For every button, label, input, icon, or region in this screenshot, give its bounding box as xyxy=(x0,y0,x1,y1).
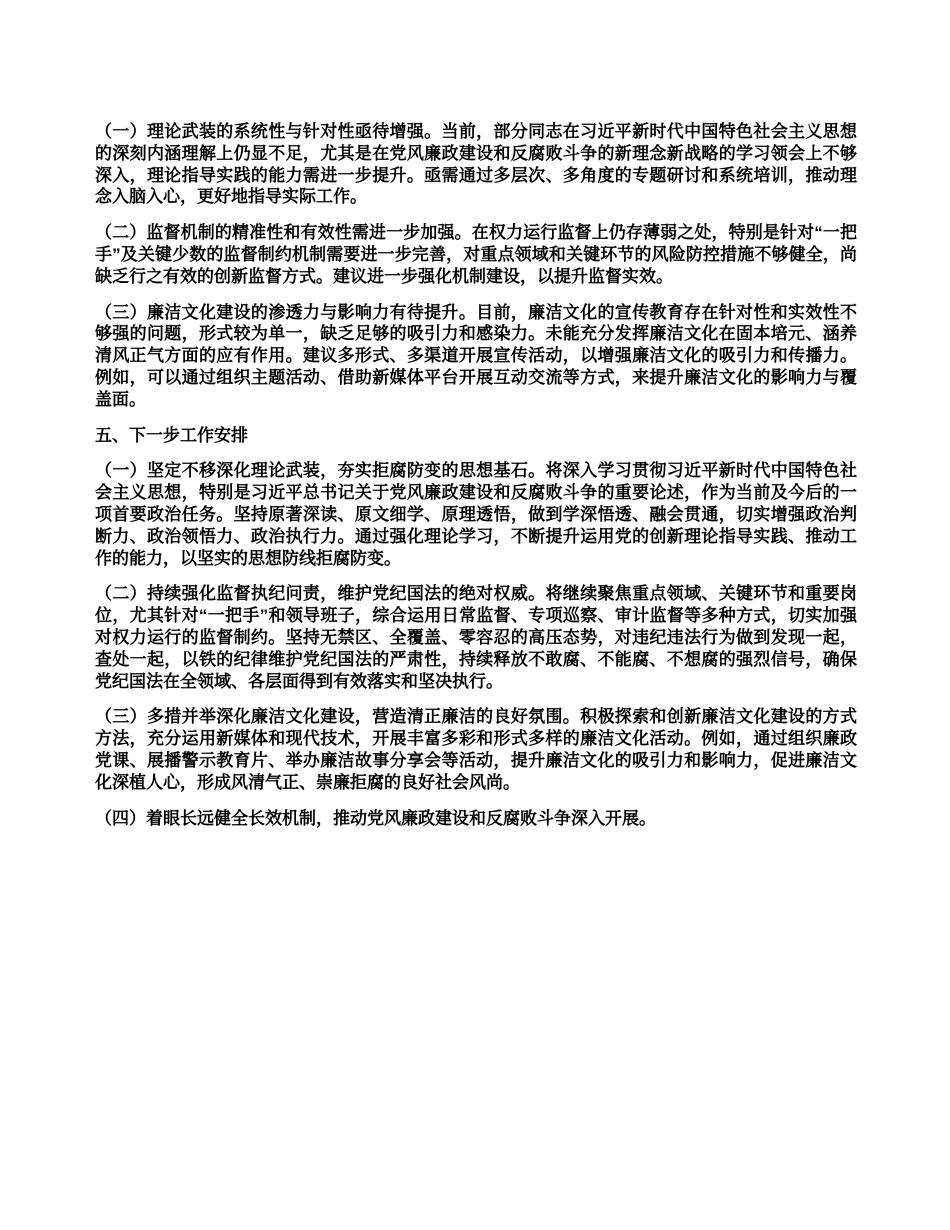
document-body xyxy=(95,121,857,843)
paragraph-plan-4: （四）着眼长远健全长效机制，推动党风廉政建设和反腐败斗争深入开展。 xyxy=(95,808,656,828)
paragraph-problem-1: （一）理论武装的系统性与针对性亟待增强。当前，部分同志在习近平新时代中国特色社会主义思想的深刻内涵理解上仍显不足，尤其是在党风廉政建设和反腐败斗争的新理念新战略的学习领会上不够深入，理论指导实践的能力需进一步提升。亟需通过多层次、多角度的专题研讨和系统培训，推动理念入脑入心，更好地指导实际工作。 xyxy=(95,122,857,207)
paragraph-problem-2: （二）监督机制的精准性和有效性需进一步加强。在权力运行监督上仍存薄弱之处，特别是针对“一把手”及关键少数的监督制约机制需要进一步完善，对重点领域和关键环节的风险防控措施不够健全，尚缺乏行之有效的创新监督方式。建议进一步强化机制建设，以提升监督实效。 xyxy=(95,223,857,286)
section-heading-next-steps: 五、下一步工作安排 xyxy=(95,425,248,445)
paragraph-plan-2: （二）持续强化监督执纪问责，维护党纪国法的绝对权威。将继续聚焦重点领域、关键环节和重要岗位，尤其针对“一把手”和领导班子，综合运用日常监督、专项巡察、审计监督等多种方式，切实加强对权力运行的监督制约。坚持无禁区、全覆盖、零容忍的高压态势，对违纪违法行为做到发现一起，查处一起，以铁的纪律维护党纪国法的严肃性，持续释放不敢腐、不能腐、不想腐的强烈信号，确保党纪国法在全领域、各层面得到有效落实和坚决执行。 xyxy=(95,584,857,691)
paragraph-problem-3: （三）廉洁文化建设的渗透力与影响力有待提升。目前，廉洁文化的宣传教育存在针对性和实效性不够强的问题，形式较为单一，缺乏足够的吸引力和感染力。未能充分发挥廉洁文化在固本培元、涵养清风正气方面的应有作用。建议多形式、多渠道开展宣传活动，以增强廉洁文化的吸引力和传播力。例如，可以通过组织主题活动、借助新媒体平台开展互动交流等方式，来提升廉洁文化的影响力与覆盖面。 xyxy=(95,302,857,409)
paragraph-plan-3: （三）多措并举深化廉洁文化建设，营造清正廉洁的良好氛围。积极探索和创新廉洁文化建设的方式方法，充分运用新媒体和现代技术，开展丰富多彩和形式多样的廉洁文化活动。例如，通过组织廉政党课、展播警示教育片、举办廉洁故事分享会等活动，提升廉洁文化的吸引力和影响力，促进廉洁文化深植人心，形成风清气正、崇廉拒腐的良好社会风尚。 xyxy=(95,707,857,792)
paragraph-plan-1: （一）坚定不移深化理论武装，夯实拒腐防变的思想基石。将深入学习贯彻习近平新时代中国特色社会主义思想，特别是习近平总书记关于党风廉政建设和反腐败斗争的重要论述，作为当前及今后的一项首要政治任务。坚持原著深读、原文细学、原理透悟，做到学深悟透、融会贯通，切实增强政治判断力、政治领悟力、政治执行力。通过强化理论学习，不断提升运用党的创新理论指导实践、推动工作的能力，以坚实的思想防线拒腐防变。 xyxy=(95,461,857,568)
